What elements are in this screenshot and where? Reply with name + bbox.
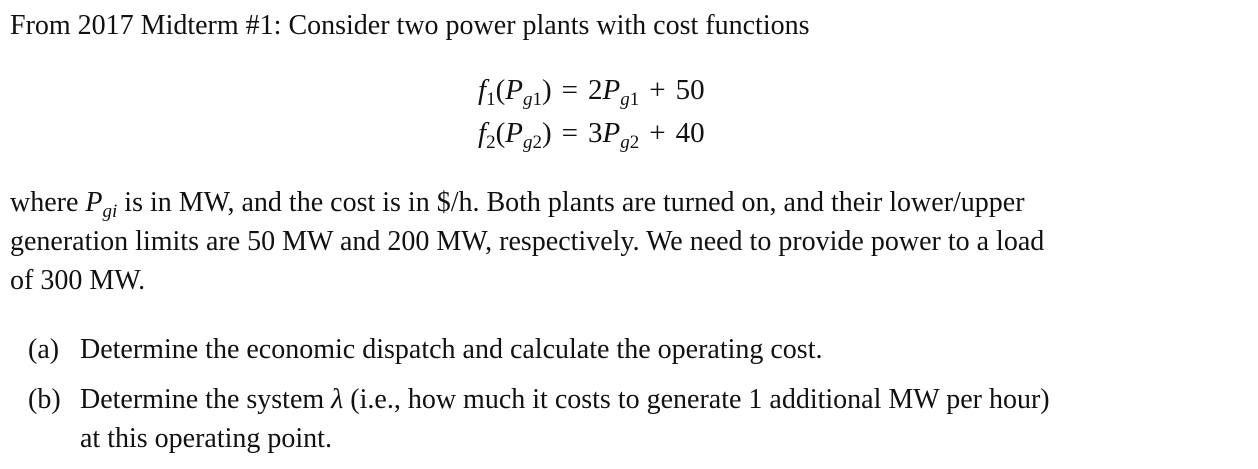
question-line-2: at this operating point.	[80, 423, 332, 454]
function-subscript: 1	[486, 89, 496, 110]
question-item-b	[28, 380, 1238, 458]
paragraph-line-1	[10, 183, 1238, 222]
paragraph-text: is in MW, and the cost is in $/h. Both plants are turned on, and their lower/upper	[117, 187, 1025, 218]
question-item-a	[28, 330, 1238, 369]
equation-1: $f_1(P_{g1}) = 2P_{g1} + 50$	[478, 74, 705, 110]
problem-paragraph	[10, 183, 1238, 300]
rhs-coefficient: 2	[587, 74, 603, 106]
rhs-subscript-letter: g	[620, 132, 630, 153]
rhs-variable: P	[602, 117, 621, 149]
question-text-segment: (i.e., how much it costs to generate 1 additional MW per hour)	[343, 384, 1050, 415]
function-subscript: 2	[486, 132, 496, 153]
equation-2: $f_2(P_{g2}) = 3P_{g2} + 40$	[478, 117, 705, 153]
problem-intro: From 2017 Midterm #1: Consider two power plants with cost functions	[10, 10, 810, 41]
variable-symbol: P	[505, 74, 523, 106]
function-symbol: f	[478, 117, 487, 149]
question-label: (b)	[28, 384, 61, 415]
rhs-constant: 40	[675, 117, 705, 149]
equation-block	[478, 71, 705, 157]
variable-subscript-number: 1	[532, 89, 542, 110]
rhs-subscript-number: 1	[629, 89, 640, 110]
question-text	[80, 380, 1238, 458]
variable-symbol: P	[85, 187, 103, 218]
rhs-variable: P	[602, 74, 621, 106]
question-line-1	[80, 380, 1238, 419]
paragraph-text: where	[10, 187, 86, 218]
variable-subscript-number: 2	[532, 132, 542, 153]
question-text-segment: Determine the system	[80, 384, 332, 415]
question-list	[28, 330, 1238, 469]
lambda-symbol: λ	[331, 384, 344, 415]
variable-subscript-letter: g	[522, 89, 533, 110]
variable-symbol: P	[505, 117, 523, 149]
question-text: Determine the economic dispatch and calculate the operating cost.	[80, 334, 823, 365]
rhs-coefficient: 3	[587, 117, 603, 149]
rhs-subscript-letter: g	[620, 89, 630, 110]
paragraph-line-2: generation limits are 50 MW and 200 MW, respectively. We need to provide power to a load	[10, 226, 1045, 257]
function-symbol: f	[478, 74, 487, 106]
paragraph-line-3: of 300 MW.	[10, 265, 146, 296]
question-label: (a)	[28, 334, 60, 365]
rhs-constant: 50	[675, 74, 705, 106]
variable-subscript: gi	[102, 201, 118, 222]
rhs-subscript-number: 2	[629, 132, 640, 153]
variable-subscript-letter: g	[522, 132, 533, 153]
